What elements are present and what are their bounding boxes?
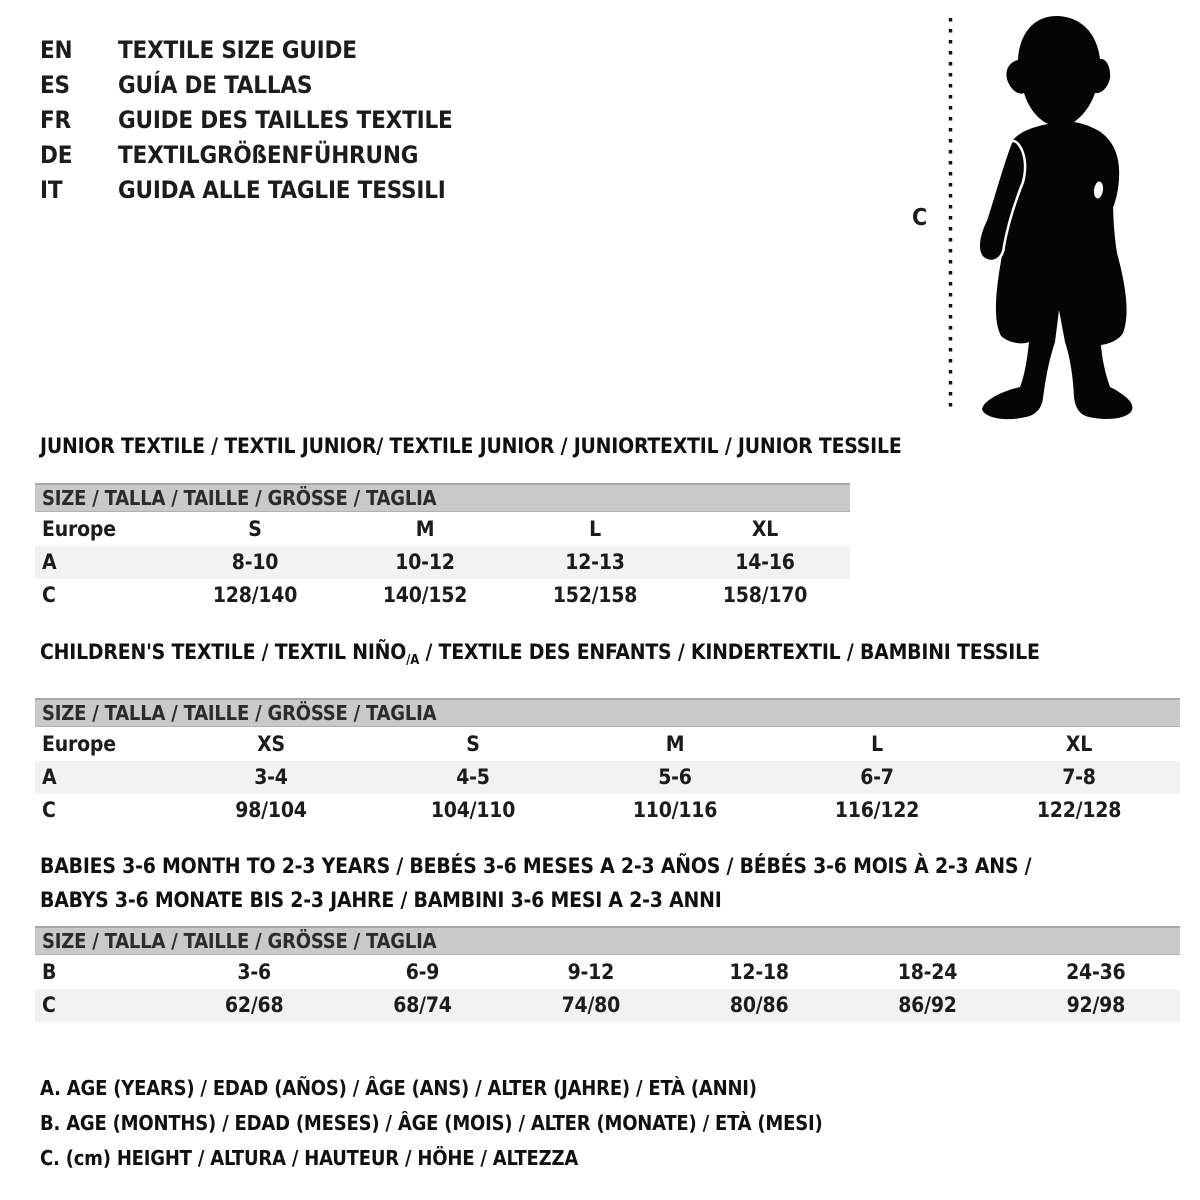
- size-cell: L: [871, 732, 883, 757]
- age-cell: 4-5: [456, 765, 490, 790]
- children-size-table: [35, 698, 1180, 827]
- measure-c-label: C: [912, 205, 927, 231]
- size-cell: L: [589, 517, 601, 541]
- size-cell: S: [248, 517, 262, 541]
- months-cell: 24-36: [1066, 960, 1126, 984]
- language-row-fr: [40, 103, 453, 138]
- language-row-en: [40, 33, 453, 68]
- children-title-sub: /A: [406, 653, 420, 669]
- height-cell: 122/128: [1036, 798, 1122, 823]
- language-code-en: EN: [40, 36, 73, 64]
- age-cell: 12-13: [565, 550, 625, 574]
- legend-age-months: B. AGE (MONTHS) / EDAD (MESES) / ÂGE (MOIS) / ALTER (MONATE) / ETÀ (MESI): [40, 1111, 823, 1135]
- guide-title-fr: GUIDE DES TAILLES TEXTILE: [118, 106, 453, 134]
- junior-textile-section: [35, 434, 902, 612]
- language-code-es: ES: [40, 71, 70, 99]
- children-title-post: / TEXTILE DES ENFANTS / KINDERTEXTIL / BAMBINI TESSILE: [419, 640, 1040, 664]
- months-cell: 6-9: [405, 960, 440, 984]
- size-cell: M: [415, 517, 435, 541]
- children-title-pre: CHILDREN'S TEXTILE / TEXTIL NIÑO: [40, 640, 407, 664]
- row-label: B: [42, 960, 57, 984]
- language-code-de: DE: [40, 141, 73, 169]
- size-cell: XL: [751, 517, 779, 541]
- junior-size-table: [35, 483, 850, 612]
- junior-section-title: JUNIOR TEXTILE / TEXTIL JUNIOR/ TEXTILE JUNIOR / JUNIORTEXTIL / JUNIOR TESSILE: [40, 434, 902, 458]
- toddler-silhouette-icon: [945, 0, 1145, 420]
- table-row-europe: [35, 727, 1180, 761]
- row-label: C: [42, 798, 56, 823]
- height-cell: 158/170: [722, 583, 808, 607]
- height-cell: 86/92: [898, 993, 957, 1017]
- language-row-de: [40, 138, 453, 173]
- guide-title-de: TEXTILGRÖßENFÜHRUNG: [118, 141, 419, 169]
- language-header: [40, 33, 453, 208]
- height-cell: 104/110: [430, 798, 516, 823]
- size-cell: XS: [257, 732, 285, 757]
- language-row-it: [40, 173, 453, 208]
- table-row-height: [35, 794, 1180, 827]
- babies-section-title: [35, 849, 1180, 917]
- age-cell: 10-12: [395, 550, 455, 574]
- age-cell: 5-6: [658, 765, 692, 790]
- measure-legend: [40, 1071, 823, 1176]
- months-cell: 3-6: [237, 960, 271, 984]
- row-label: C: [42, 583, 56, 607]
- babies-title-line1: BABIES 3-6 MONTH TO 2-3 YEARS / BEBÉS 3-6 MESES A 2-3 AÑOS / BÉBÉS 3-6 MOIS À 2-3 ANS /: [40, 854, 1032, 878]
- guide-title-es: GUÍA DE TALLAS: [118, 71, 313, 99]
- legend-age-years: A. AGE (YEARS) / EDAD (AÑOS) / ÂGE (ANS) / ALTER (JAHRE) / ETÀ (ANNI): [40, 1076, 757, 1100]
- table-row-europe: [35, 512, 850, 546]
- table-row-height: [35, 579, 850, 612]
- age-cell: 7-8: [1062, 765, 1096, 790]
- height-measure-figure: [900, 0, 1160, 425]
- months-cell: 18-24: [897, 960, 958, 984]
- children-textile-section: [35, 641, 1180, 827]
- size-cell: M: [665, 732, 685, 757]
- height-cell: 74/80: [561, 993, 621, 1017]
- size-cell: S: [466, 732, 480, 757]
- age-cell: 8-10: [231, 550, 279, 574]
- guide-title-it: GUIDA ALLE TAGLIE TESSILI: [118, 176, 446, 204]
- height-cell: 128/140: [212, 583, 298, 607]
- months-cell: 9-12: [567, 960, 615, 984]
- size-header-bar: SIZE / TALLA / TAILLE / GRÖSSE / TAGLIA: [35, 698, 1180, 727]
- height-cell: 92/98: [1066, 993, 1126, 1017]
- row-label: Europe: [42, 732, 116, 757]
- row-label: C: [42, 993, 56, 1017]
- age-cell: 14-16: [735, 550, 795, 574]
- babies-size-table: [35, 926, 1180, 1022]
- row-label: A: [42, 765, 57, 790]
- size-header-bar: SIZE / TALLA / TAILLE / GRÖSSE / TAGLIA: [35, 483, 850, 512]
- language-code-it: IT: [40, 176, 63, 204]
- height-cell: 152/158: [552, 583, 638, 607]
- table-row-age: [35, 546, 850, 579]
- table-row-height: [35, 989, 1180, 1022]
- language-row-es: [40, 68, 453, 103]
- age-cell: 3-4: [254, 765, 288, 790]
- size-cell: XL: [1065, 732, 1093, 757]
- toddler-shape: [979, 16, 1133, 419]
- guide-title-en: TEXTILE SIZE GUIDE: [118, 36, 357, 64]
- height-cell: 140/152: [382, 583, 468, 607]
- height-cell: 110/116: [632, 798, 718, 823]
- language-code-fr: FR: [40, 106, 71, 134]
- height-cell: 62/68: [224, 993, 284, 1017]
- row-label: Europe: [42, 517, 116, 541]
- height-cell: 80/86: [729, 993, 789, 1017]
- babies-title-line2: BABYS 3-6 MONATE BIS 2-3 JAHRE / BAMBINI 3-6 MESI A 2-3 ANNI: [40, 888, 722, 912]
- months-cell: 12-18: [729, 960, 789, 984]
- height-cell: 116/122: [834, 798, 920, 823]
- table-row-age: [35, 761, 1180, 794]
- legend-height-cm: C. (cm) HEIGHT / ALTURA / HAUTEUR / HÖHE / ALTEZZA: [40, 1146, 579, 1170]
- table-row-months: [35, 955, 1180, 989]
- row-label: A: [42, 550, 57, 574]
- children-section-title: [35, 641, 1180, 672]
- height-cell: 98/104: [235, 798, 307, 823]
- height-cell: 68/74: [393, 993, 452, 1017]
- babies-textile-section: [35, 849, 1180, 1022]
- age-cell: 6-7: [860, 765, 894, 790]
- size-header-bar: SIZE / TALLA / TAILLE / GRÖSSE / TAGLIA: [35, 926, 1180, 955]
